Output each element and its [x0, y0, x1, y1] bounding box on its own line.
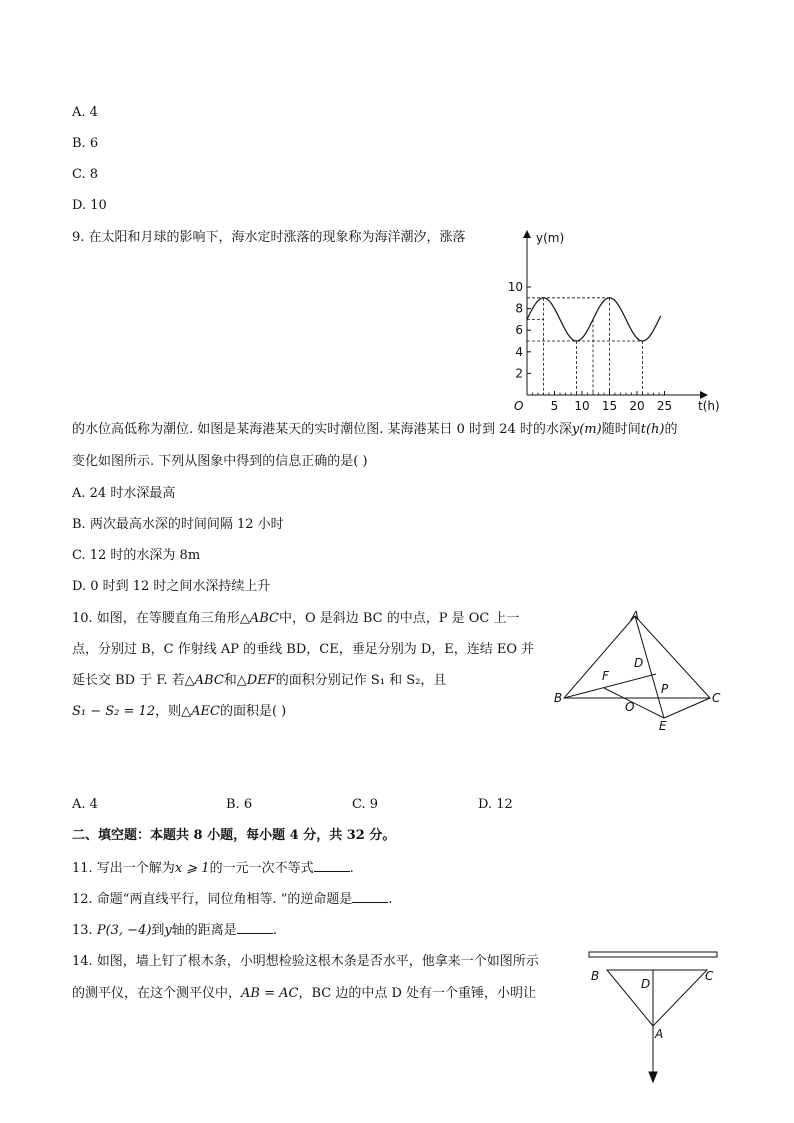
label-c: C [705, 969, 714, 983]
x-tick-label: 15 [601, 399, 618, 413]
q13-blank [237, 921, 273, 934]
q14-line1: 14. 如图，墙上钉了根木条，小明想检验这根木条是否水平，他拿来一个如图所示 [72, 954, 539, 969]
label-f: F [602, 669, 609, 683]
y-tick-label: 10 [508, 280, 523, 294]
label-p: P [661, 682, 669, 696]
label-o: O [625, 700, 635, 714]
q10-option-c: C. 9 [352, 797, 379, 812]
prev-option-c: C. 8 [72, 167, 99, 182]
q10-figure [552, 608, 722, 738]
q10-line2: 点，分别过 B，C 作射线 AP 的垂线 BD，CE，垂足分别为 D，E，连结 EO 并 [72, 642, 535, 657]
y-tick-label: 8 [515, 301, 523, 316]
x-tick-label: 25 [656, 399, 673, 413]
q9-option-c: C. 12 时的水深为 8m [72, 548, 201, 563]
level-triangle [607, 970, 707, 1026]
q9-option-a: A. 24 时水深最高 [72, 486, 176, 501]
prev-option-b: B. 6 [72, 136, 99, 151]
q10-line3: 延长交 BD 于 F. 若△ABC和△DEF的面积分别记作 S₁ 和 S₂，且 [72, 673, 447, 688]
x-tick-label: 5 [550, 399, 559, 413]
x-tick-label: 10 [574, 399, 590, 413]
q14-line2: 的测平仪，在这个测平仪中，AB = AC，BC 边的中点 D 处有一个重锤，小明让 [72, 986, 537, 1001]
q12-blank [352, 890, 388, 903]
q11: 11. 写出一个解为x ⩾ 1的一元一次不等式 . [72, 861, 354, 876]
q10-option-a: A. 4 [72, 797, 98, 812]
q13: 13. P(3, −4)到y轴的距离是 . [72, 923, 277, 938]
plumb-arrow [649, 1072, 657, 1082]
y-axis-label: y(m) [536, 231, 565, 245]
q14-figure [585, 948, 725, 1088]
tide-curve [527, 298, 661, 341]
q9-line3: 变化如图所示. 下列从图象中得到的信息正确的是( ) [72, 454, 368, 469]
y-tick-label: 6 [515, 323, 523, 338]
y-tick-label: 2 [515, 366, 523, 381]
y-tick-label: 4 [515, 344, 523, 359]
x-tick-label: 20 [629, 399, 645, 413]
q9-option-d: D. 0 时到 12 时之间水深持续上升 [72, 579, 271, 594]
prev-option-a: A. 4 [72, 105, 98, 120]
q10-option-b: B. 6 [226, 797, 253, 812]
wooden-strip [589, 952, 717, 957]
label-c: C [712, 691, 721, 705]
line-ce [664, 698, 710, 718]
origin-label: O [514, 399, 524, 413]
line-bd [564, 674, 656, 698]
x-axis-label: t(h) [698, 399, 720, 413]
tide-chart [508, 228, 726, 418]
q10-line4: S₁ − S₂ = 12，则△AEC的面积是( ) [72, 704, 287, 719]
q10-line1: 10. 如图，在等腰直角三角形△ABC中，O 是斜边 BC 的中点，P 是 OC 上一 [72, 611, 520, 626]
q11-blank [314, 859, 350, 872]
label-b: B [591, 969, 600, 983]
label-a: A [631, 609, 640, 623]
prev-option-d: D. 10 [72, 198, 107, 213]
q9-line2: 的水位高低称为潮位. 如图是某海港某天的实时潮位图. 某海港某日 0 时到 24 时的水深y(m)随时间t(h)的 [72, 422, 678, 437]
q9-option-b: B. 两次最高水深的时间间隔 12 小时 [72, 517, 284, 532]
label-e: E [659, 719, 667, 733]
q10-option-d: D. 12 [478, 797, 513, 812]
label-a: A [655, 1027, 664, 1041]
section-2-title: 二、填空题：本题共 8 小题，每小题 4 分，共 32 分。 [72, 828, 396, 843]
label-b: B [554, 691, 563, 705]
label-d: D [641, 977, 651, 991]
y-axis-arrow [523, 230, 531, 238]
label-d: D [634, 656, 644, 670]
q9-line1: 9. 在太阳和月球的影响下，海水定时涨落的现象称为海洋潮汐，涨落 [72, 230, 466, 245]
q12: 12. 命题“两直线平行，同位角相等. ”的逆命题是 . [72, 892, 393, 907]
x-axis-arrow [700, 391, 708, 399]
